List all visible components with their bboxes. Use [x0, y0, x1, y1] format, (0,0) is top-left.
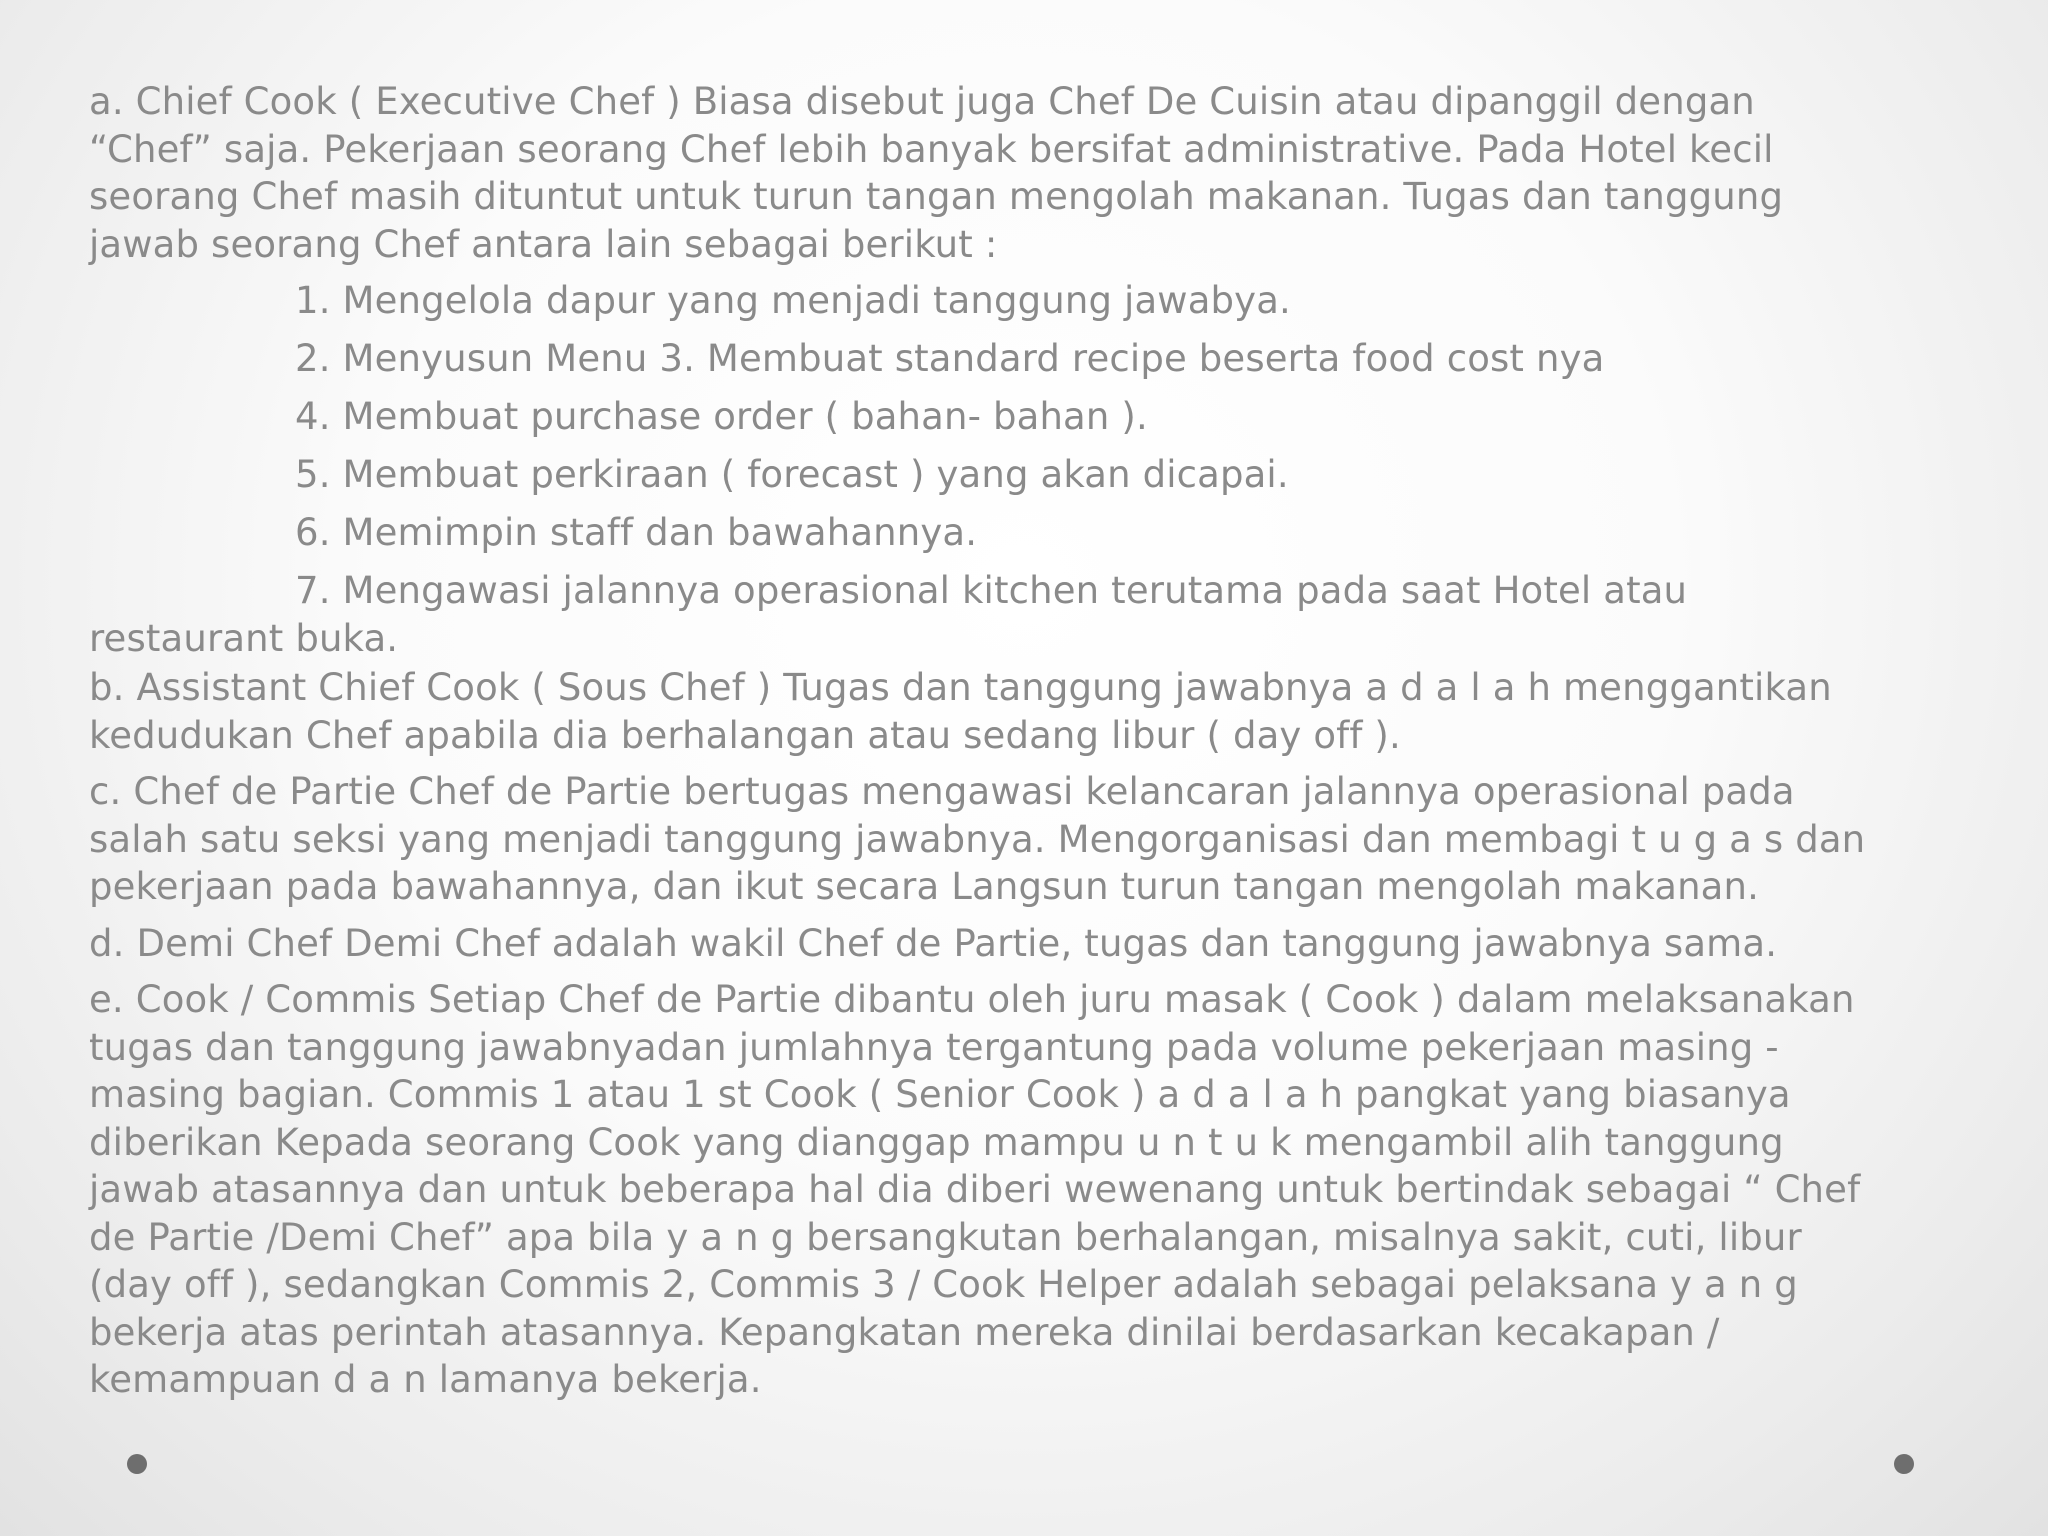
paragraph-sous-chef: b. Assistant Chief Cook ( Sous Chef ) Tugas dan tanggung jawabnya a d a l a h menggantikan kedudukan Chef apabila dia berhalangan atau sedang libur ( day off ). — [89, 666, 1832, 757]
bullet-dot-left — [127, 1454, 147, 1474]
list-item: 4. Membuat purchase order ( bahan- bahan ). — [295, 395, 1148, 438]
slide-body-text — [89, 78, 1889, 1413]
list-item: 2. Menyusun Menu 3. Membuat standard recipe beserta food cost nya — [295, 337, 1605, 380]
paragraph-demi-chef: d. Demi Chef Demi Chef adalah wakil Chef de Partie, tugas dan tanggung jawabnya sama. — [89, 921, 1778, 965]
paragraph-chief-cook: a. Chief Cook ( Executive Chef ) Biasa disebut juga Chef De Cuisin atau dipanggil dengan “Chef” saja. Pekerjaan seorang Chef lebih banyak bersifat administrative. Pada Hotel kecil seorang Chef masih dituntut untuk turun tangan mengolah makanan. Tugas dan tanggung jawab seorang Chef antara lain sebagai berikut : — [89, 80, 1784, 266]
paragraph-chef-de-partie: c. Chef de Partie Chef de Partie bertugas mengawasi kelancaran jalannya operasional pada salah satu seksi yang menjadi tanggung jawabnya. Mengorganisasi dan membagi t u g a s dan pekerjaan pada bawahannya, dan ikut secara Langsun turun tangan mengolah makanan. — [89, 770, 1866, 908]
list-item: 7. Mengawasi jalannya operasional kitchen terutama pada saat Hotel atau restaurant buka. — [89, 569, 1688, 660]
list-item: 1. Mengelola dapur yang menjadi tanggung jawabya. — [295, 279, 1291, 322]
paragraph-cook-commis: e. Cook / Commis Setiap Chef de Partie dibantu oleh juru masak ( Cook ) dalam melaksanakan tugas dan tanggung jawabnyadan jumlahnya tergantung pada volume pekerjaan masing - masing bagian. Commis 1 atau 1 st Cook ( Senior Cook ) a d a l a h pangkat yang biasanya diberikan Kepada seorang Cook yang dianggap mampu u n t u k mengambil alih tanggung jawab atasannya dan untuk beberapa hal dia diberi wewenang untuk bertindak sebagai “ Chef de Partie /Demi Chef” apa bila y a n g bersangkutan berhalangan, misalnya sakit, cuti, libur (day off ), sedangkan Commis 2, Commis 3 / Cook Helper adalah sebagai pelaksana y a n g bekerja atas perintah atasannya. Kepangkatan mereka dinilai berdasarkan kecakapan / kemampuan d a n lamanya bekerja. — [89, 978, 1861, 1401]
list-item: 5. Membuat perkiraan ( forecast ) yang akan dicapai. — [295, 453, 1289, 496]
bullet-dot-right — [1894, 1454, 1914, 1474]
chief-duties-list — [89, 277, 1889, 662]
list-item: 6. Memimpin staff dan bawahannya. — [295, 511, 978, 554]
